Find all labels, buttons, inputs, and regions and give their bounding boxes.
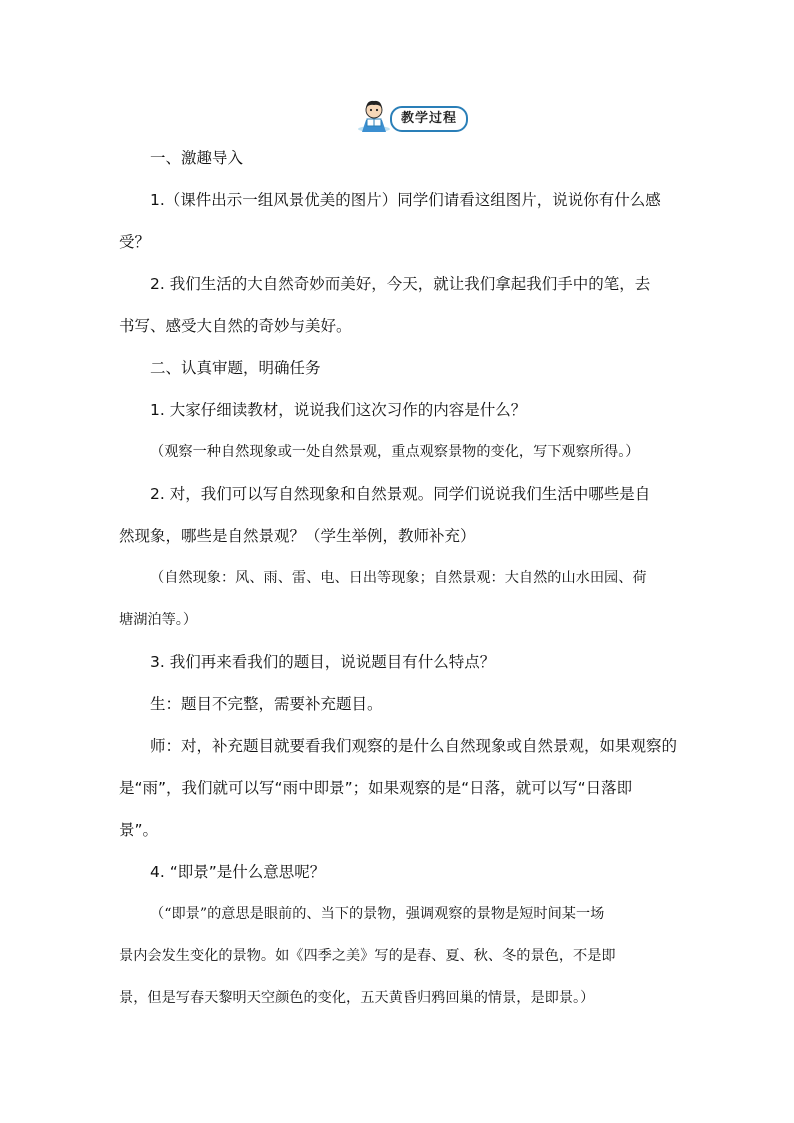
section-header-badge (356, 98, 466, 134)
heading-warmup: 一、激趣导入 (150, 149, 244, 167)
paragraph-line: 4. “即景”是什么意思呢？ (150, 863, 326, 881)
heading-task: 二、认真审题，明确任务 (150, 359, 321, 377)
paragraph-line: 师：对，补充题目就要看我们观察的是什么自然现象或自然景观，如果观察的 (150, 737, 678, 755)
note-line: （观察一种自然现象或一处自然景观，重点观察景物的变化，写下观察所得。） (150, 444, 640, 460)
paragraph-line: 1.（课件出示一组风景优美的图片）同学们请看这组图片，说说你有什么感 (150, 191, 661, 209)
note-line: （“即景”的意思是眼前的、当下的景物，强调观察的景物是短时间某一场 (150, 906, 605, 922)
paragraph-line: 受？ (119, 233, 151, 251)
paragraph-line: 2. 我们生活的大自然奇妙而美好，今天，就让我们拿起我们手中的笔，去 (150, 275, 651, 293)
paragraph-line: 然现象，哪些是自然景观？（学生举例，教师补充） (119, 527, 476, 545)
note-line: 景，但是写春天黎明天空颜色的变化，五天黄昏归鸦回巢的情景，是即景。） (119, 990, 595, 1006)
note-line: 景内会发生变化的景物。如《四季之美》写的是春、夏、秋、冬的景色，不是即 (119, 948, 616, 964)
paragraph-line: 1. 大家仔细读教材，说说我们这次习作的内容是什么？ (150, 401, 527, 419)
paragraph-line: 书写、感受大自然的奇妙与美好。 (119, 317, 352, 335)
paragraph-line: 3. 我们再来看我们的题目，说说题目有什么特点？ (150, 653, 496, 671)
section-title: 教学过程 (400, 111, 457, 126)
paragraph-line: 生：题目不完整，需要补充题目。 (150, 695, 383, 713)
note-line: （自然现象：风、雨、雷、电、日出等现象；自然景观：大自然的山水田园、荷 (150, 570, 647, 586)
badge-frame (390, 106, 468, 132)
paragraph-line: 2. 对，我们可以写自然现象和自然景观。同学们说说我们生活中哪些是自 (150, 485, 651, 503)
paragraph-line: 景”。 (119, 821, 159, 839)
note-line: 塘湖泊等。） (119, 612, 198, 628)
paragraph-line: 是“雨”，我们就可以写“雨中即景”；如果观察的是“日落，就可以写“日落即 (119, 779, 633, 797)
